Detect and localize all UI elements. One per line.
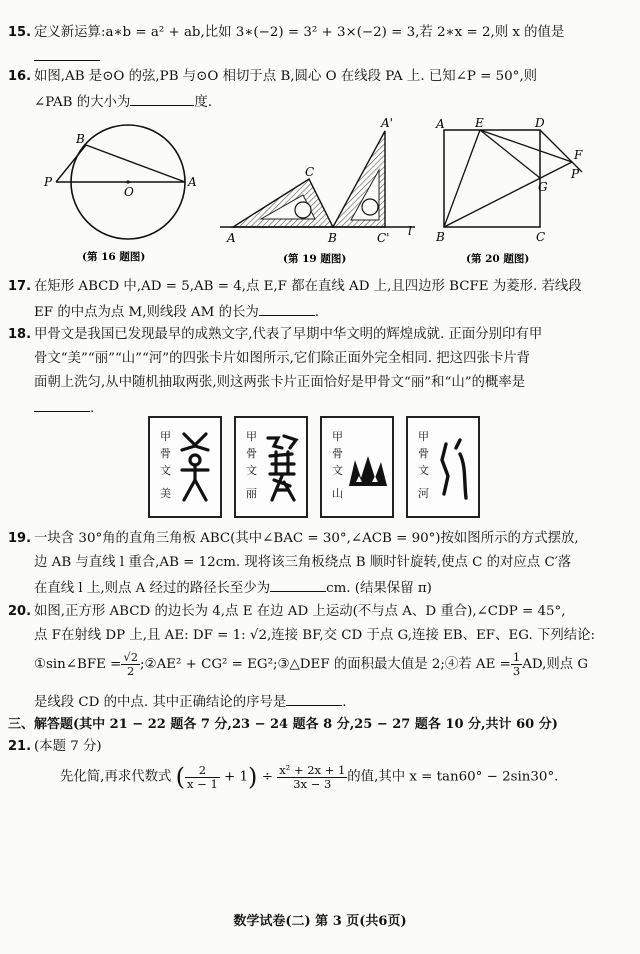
card-label: 甲骨文	[332, 430, 343, 477]
q20-number: 20.	[8, 604, 32, 619]
q21-plus-one: + 1	[224, 769, 249, 785]
q19-text-line3: 在直线 l 上,则点 A 经过的路径长至少为	[34, 581, 271, 596]
segment-bf	[444, 162, 572, 227]
q18-text-line2: 骨文“美”“丽”“山”“河”的四张卡片如图所示,它们除正面外完全相同. 把这四张卡片背	[34, 351, 531, 366]
segment-eg	[480, 130, 540, 178]
q21-text-post: 的值,其中 x = tan60° − 2sin30°.	[347, 769, 559, 785]
card-label: 甲骨文	[418, 430, 429, 477]
q17-period: .	[314, 305, 320, 320]
q16-text-line1: 如图,AB 是⊙O 的弦,PB 与⊙O 相切于点 B,圆心 O 在线段 PA 上. 已知∠P = 50°,则	[34, 69, 537, 84]
q19-answer-blank[interactable]	[270, 578, 326, 592]
fraction-bottom: 3	[512, 664, 521, 678]
card-char: 山	[332, 487, 343, 500]
segment-eb	[444, 130, 480, 227]
q15-answer-blank[interactable]	[34, 47, 100, 61]
label-a-prime: A'	[381, 116, 393, 130]
square-abcd	[444, 130, 540, 227]
figure-20	[432, 115, 592, 265]
fraction-bottom: x − 1	[187, 776, 218, 791]
q17-answer-blank[interactable]	[259, 302, 315, 316]
label-b: B	[436, 230, 445, 244]
fig16-caption: (第 16 题图)	[82, 251, 146, 263]
fraction-top: 2	[185, 764, 220, 778]
fig20-caption: (第 20 题图)	[466, 253, 530, 265]
q20-text-line2: 点 F在射线 DP 上,且 AE: DF = 1: √2,连接 BF,交 CD 于点 G,连接 EB、EF、EG. 下列结论:	[34, 628, 596, 643]
q17-text-line2: EF 的中点为点 M,则线段 AM 的长为	[34, 305, 259, 320]
q19-text-line1: 一块含 30°角的直角三角板 ABC(其中∠BAC = 30°,∠ACB = 90°)按如图所示的方式摆放,	[34, 531, 579, 546]
oracle-glyph-li-icon	[262, 428, 302, 508]
q16-unit: 度.	[194, 95, 212, 110]
q19-unit: cm. (结果保留 π)	[326, 581, 432, 596]
q15-number: 15.	[8, 25, 32, 40]
figure-16	[40, 118, 210, 266]
label-p: P	[571, 167, 580, 181]
fig19-caption: (第 19 题图)	[283, 253, 347, 265]
label-g: G	[538, 180, 548, 194]
q21-divide: ÷	[261, 769, 273, 785]
triangle-abc	[233, 179, 333, 227]
card-char: 丽	[246, 487, 257, 500]
q19-number: 19.	[8, 531, 32, 546]
fraction-2-over-x-1	[185, 764, 220, 791]
card-label: 甲骨文	[160, 430, 171, 477]
label-l: l	[408, 224, 412, 238]
q17-number: 17.	[8, 279, 32, 294]
q16-answer-blank[interactable]	[130, 92, 194, 106]
q16-text-line2: ∠PAB 的大小为	[34, 95, 131, 110]
q21-points: (本题 7 分)	[34, 739, 102, 754]
oracle-glyph-shan-icon	[346, 452, 390, 492]
triangle-abc-hole	[295, 202, 311, 218]
fraction-one-third	[511, 651, 522, 678]
label-c: C	[536, 230, 546, 244]
q20-c4: AD,则点 G	[522, 657, 589, 672]
q21-number: 21.	[8, 739, 32, 754]
q20-c2-c3: ;②AE² + CG² = EG²;③△DEF 的面积最大值是 2;④若 AE =	[140, 657, 511, 672]
q18-number: 18.	[8, 327, 32, 342]
q18-text-line1: 甲骨文是我国已发现最早的成熟文字,代表了早期中华文明的辉煌成就. 正面分别印有甲	[34, 327, 543, 342]
label-b: B	[328, 231, 337, 245]
q16-number: 16.	[8, 69, 32, 84]
fraction-sqrt2-over-2	[121, 651, 140, 678]
q20-answer-blank[interactable]	[286, 692, 342, 706]
card-li	[234, 416, 308, 518]
triangle-a-prime-hole	[362, 199, 378, 215]
fraction-poly	[277, 764, 347, 791]
figure-19	[215, 115, 425, 265]
fraction-bottom: 3x − 3	[293, 776, 332, 791]
fraction-top: 1	[512, 650, 521, 664]
card-he	[406, 416, 480, 518]
q20-period: .	[342, 695, 347, 710]
q21-text-pre: 先化简,再求代数式	[60, 769, 172, 785]
q15-text: 定义新运算:a∗b = a² + ab,比如 3∗(−2) = 3² + 3×(−2) = 3,若 2∗x = 2,则 x 的值是	[34, 25, 565, 40]
section-3-title: 三、解答题(其中 21 − 22 题各 7 分,23 − 24 题各 8 分,25 − 27 题各 10 分,共计 60 分)	[8, 717, 558, 732]
label-o: O	[124, 185, 134, 199]
label-b: B	[76, 132, 85, 146]
card-char: 美	[160, 487, 171, 500]
oracle-glyph-he-icon	[436, 432, 474, 508]
q19-text-line2: 边 AB 与直线 l 重合,AB = 12cm. 现将该三角板绕点 B 顺时针旋转,使点 C 的对应点 C′落	[34, 555, 572, 570]
fraction-top: √2	[123, 650, 139, 664]
segment-ef	[480, 130, 572, 162]
q20-c1: ①sin∠BFE =	[34, 657, 122, 672]
label-a: A	[188, 175, 197, 189]
label-p: P	[44, 175, 53, 189]
fraction-bottom: 2	[127, 664, 135, 678]
q18-text-line3: 面朝上洗匀,从中随机抽取两张,则这两张卡片正面恰好是甲骨文“丽”和“山”的概率是	[34, 375, 526, 390]
card-char: 河	[418, 487, 429, 500]
q18-period: .	[90, 401, 95, 416]
label-d: D	[535, 116, 545, 130]
chord-ab	[86, 145, 185, 182]
card-mei	[148, 416, 222, 518]
center-point	[126, 180, 129, 183]
label-c: C	[305, 165, 315, 179]
label-a: A	[436, 117, 445, 131]
card-label: 甲骨文	[246, 430, 257, 477]
q20-text-line4: 是线段 CD 的中点. 其中正确结论的序号是	[34, 695, 287, 710]
q20-text-line1: 如图,正方形 ABCD 的边长为 4,点 E 在边 AD 上运动(不与点 A、D 重合),∠CDP = 45°,	[34, 604, 566, 619]
label-f: F	[574, 148, 583, 162]
q18-answer-blank[interactable]	[34, 398, 90, 412]
page-footer: 数学试卷(二) 第 3 页(共6页)	[233, 914, 407, 929]
label-e: E	[475, 116, 484, 130]
q17-text-line1: 在矩形 ABCD 中,AD = 5,AB = 4,点 E,F 都在直线 AD 上,且四边形 BCFE 为菱形. 若线段	[34, 279, 582, 294]
fraction-top: x² + 2x + 1	[279, 762, 346, 777]
label-c-prime: C'	[377, 231, 390, 245]
card-shan	[320, 416, 394, 518]
oracle-glyph-mei-icon	[176, 428, 214, 508]
label-a: A	[227, 231, 236, 245]
